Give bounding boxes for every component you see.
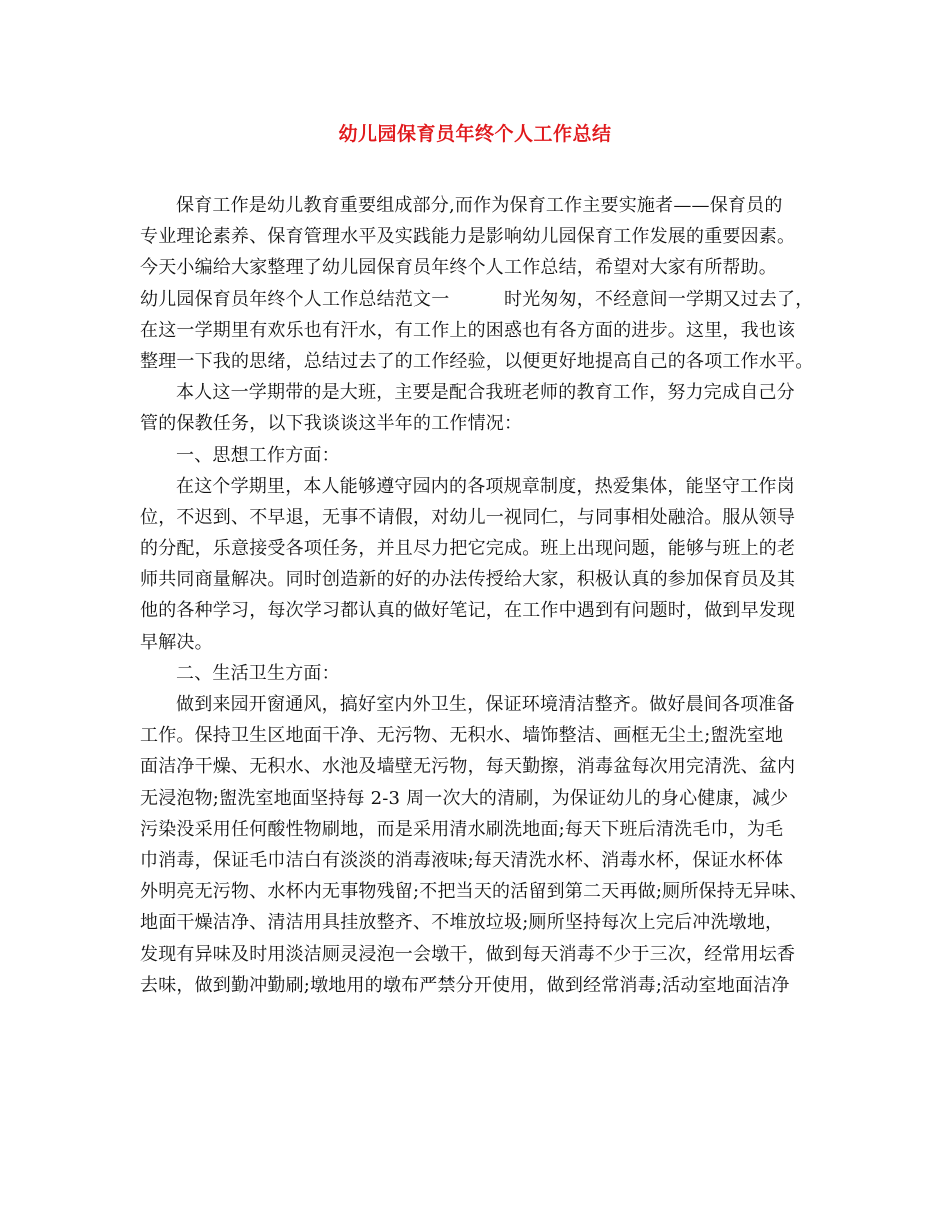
paragraph-line: 今天小编给大家整理了幼儿园保育员年终个人工作总结，希望对大家有所帮助。	[140, 257, 777, 279]
paragraph-line: 专业理论素养、保育管理水平及实践能力是影响幼儿园保育工作发展的重要因素。	[140, 226, 796, 248]
paragraph-line: 保育工作是幼儿教育重要组成部分,而作为保育工作主要实施者——保育员的	[176, 195, 783, 216]
paragraph-line: 幼儿园保育员年终个人工作总结范文一 时光匆匆，不经意间一学期又过去了，	[140, 288, 814, 310]
paragraph-line: 面洁净干燥、无积水、水池及墙壁无污物，每天勤擦，消毒盆每次用完清洗、盆内	[140, 756, 796, 778]
paragraph-line: 在这一学期里有欢乐也有汗水，有工作上的困惑也有各方面的进步。这里，我也该	[140, 319, 796, 341]
paragraph-line: 外明亮无污物、水杯内无事物残留;不把当天的活留到第二天再做;厕所保持无异味、	[140, 881, 808, 903]
document-body	[140, 190, 830, 1001]
section-heading: 一、思想工作方面：	[176, 444, 340, 466]
paragraph-line: 的分配，乐意接受各项任务，并且尽力把它完成。班上出现问题，能够与班上的老	[140, 538, 796, 560]
paragraph-line: 他的各种学习，每次学习都认真的做好笔记，在工作中遇到有问题时，做到早发现	[140, 600, 796, 622]
paragraph-line: 巾消毒，保证毛巾洁白有淡淡的消毒液味;每天清洗水杯、消毒水杯，保证水杯体	[140, 849, 784, 871]
paragraph-line: 工作。保持卫生区地面干净、无污物、无积水、墙饰整洁、画框无尘土;盥洗室地	[140, 725, 784, 747]
paragraph-line: 本人这一学期带的是大班，主要是配合我班老师的教育工作，努力完成自己分	[176, 382, 795, 404]
paragraph-line: 无浸泡物;盥洗室地面坚持每 2-3 周一次大的清刷，为保证幼儿的身心健康，减少	[140, 787, 789, 809]
paragraph-line: 地面干燥洁净、清洁用具挂放整齐、不堆放垃圾;厕所坚持每次上完后冲洗墩地，	[140, 912, 784, 934]
paragraph-line: 位，不迟到、不早退，无事不请假，对幼儿一视同仁，与同事相处融洽。服从领导	[140, 506, 796, 528]
paragraph-line: 污染没采用任何酸性物刷地，而是采用清水刷洗地面;每天下班后清洗毛巾，为毛	[140, 818, 784, 840]
section-heading: 二、生活卫生方面：	[176, 662, 340, 684]
paragraph-line: 做到来园开窗通风，搞好室内外卫生，保证环境清洁整齐。做好晨间各项准备	[176, 694, 795, 715]
paragraph-line: 早解决。	[140, 631, 213, 653]
paragraph-line: 师共同商量解决。同时创造新的好的办法传授给大家，积极认真的参加保育员及其	[140, 569, 796, 591]
paragraph-line: 去味，做到勤冲勤刷;墩地用的墩布严禁分开使用，做到经常消毒;活动室地面洁净	[140, 974, 790, 996]
paragraph-line: 发现有异味及时用淡洁厕灵浸泡一会墩干，做到每天消毒不少于三次，经常用坛香	[140, 943, 796, 965]
paragraph-line: 管的保教任务，以下我谈谈这半年的工作情况：	[140, 413, 523, 435]
paragraph-line: 在这个学期里，本人能够遵守园内的各项规章制度，热爱集体，能坚守工作岗	[176, 475, 795, 497]
paragraph-line: 整理一下我的思绪，总结过去了的工作经验，以便更好地提高自己的各项工作水平。	[140, 350, 814, 372]
document-title: 幼儿园保育员年终个人工作总结	[338, 123, 612, 145]
